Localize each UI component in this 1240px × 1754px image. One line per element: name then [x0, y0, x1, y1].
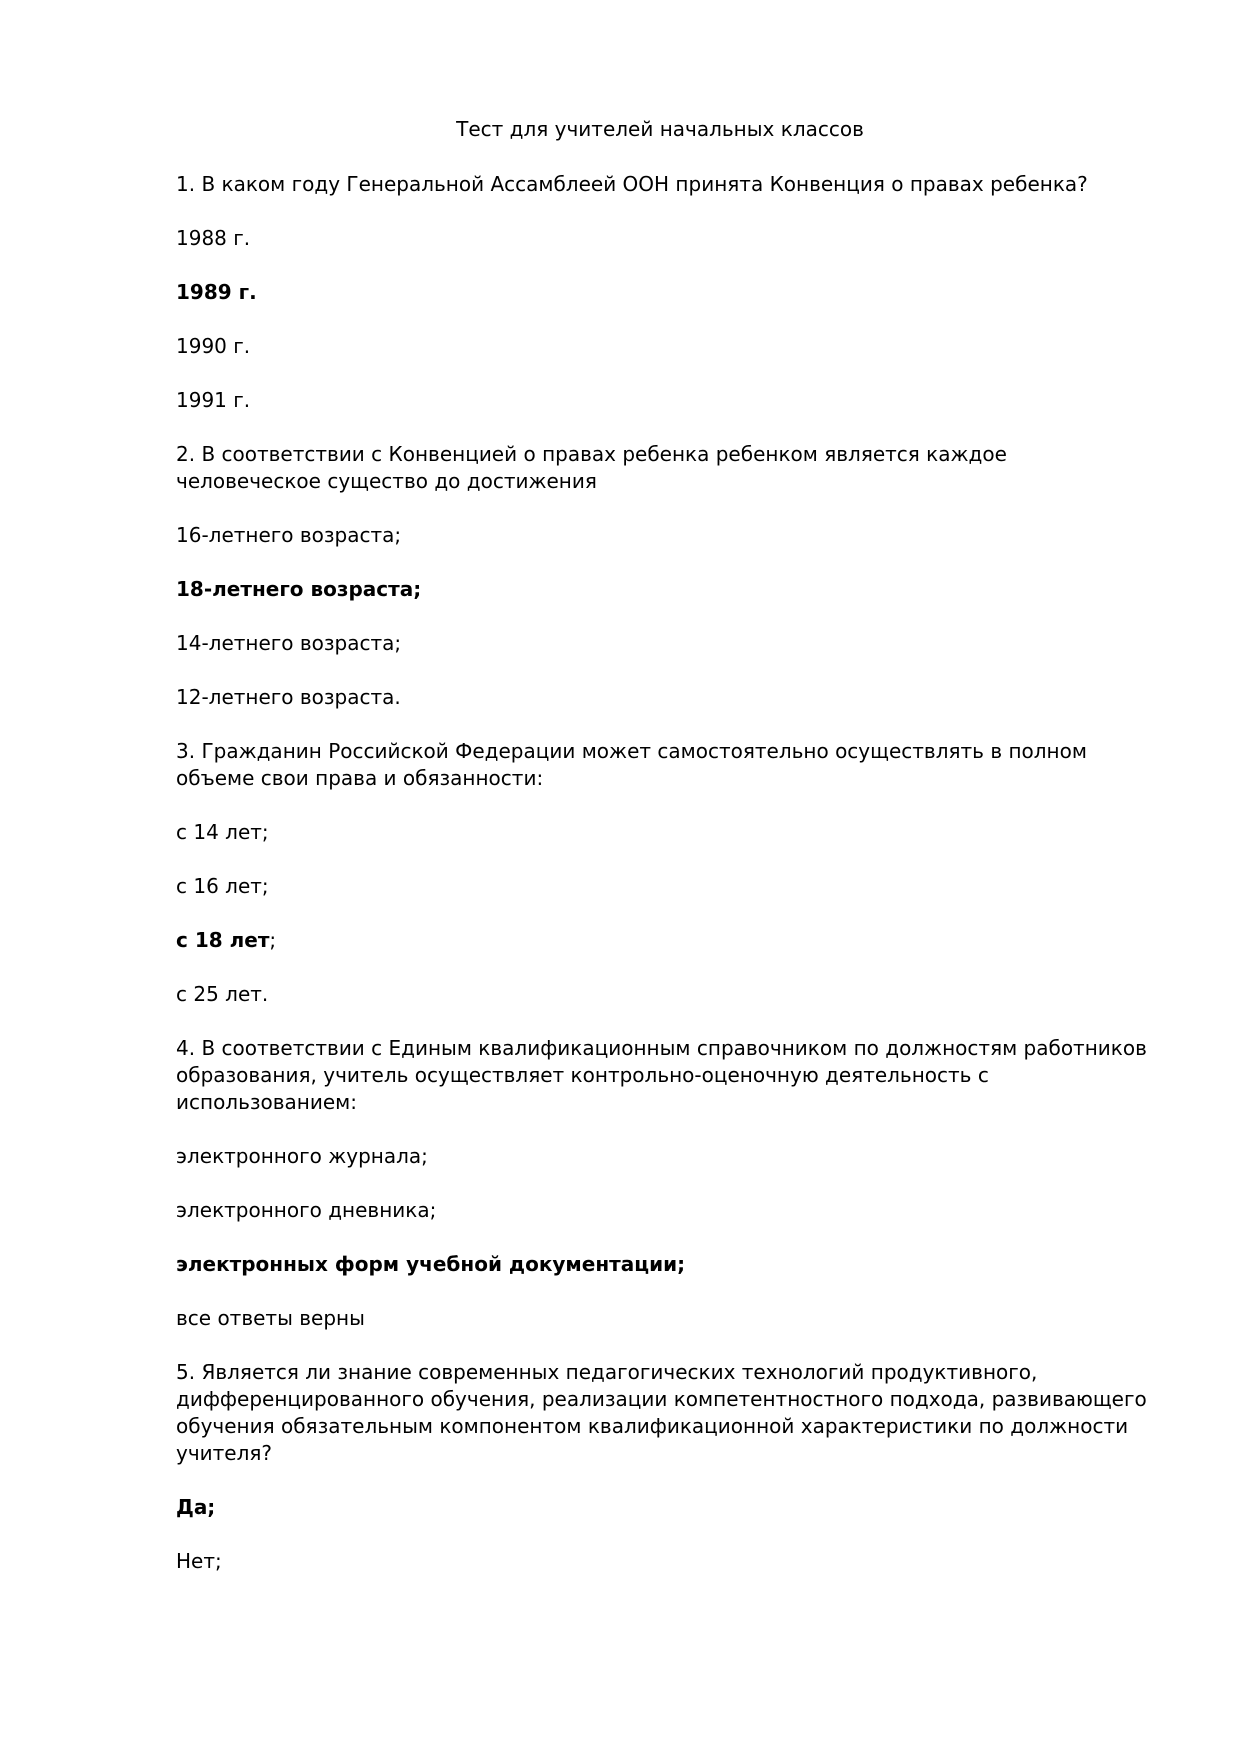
- question-text: 2. В соответствии с Конвенцией о правах ребенка ребенком является каждое человеческое существо до достижения: [176, 442, 1007, 493]
- question-text: 4. В соответствии с Единым квалификационным справочником по должностям работников образования, учитель осуществляет контрольно-оценочную деятельность с использованием:: [176, 1036, 1147, 1114]
- question-3: [176, 738, 1156, 1008]
- page-title: Тест для учителей начальных классов: [456, 117, 864, 141]
- answer-option-correct: 18-летнего возраста;: [176, 577, 422, 601]
- question-text: 1. В каком году Генеральной Ассамблеей ООН принята Конвенция о правах ребенка?: [176, 172, 1088, 196]
- question-4: [176, 1035, 1156, 1332]
- answer-option-correct: 1989 г.: [176, 280, 257, 304]
- answer-option: с 14 лет;: [176, 820, 269, 844]
- answer-option: 1988 г.: [176, 226, 251, 250]
- answer-option: с 25 лет.: [176, 982, 269, 1006]
- answer-option-correct: электронных форм учебной документации;: [176, 1252, 686, 1276]
- answer-option: электронного журнала;: [176, 1144, 428, 1168]
- question-5: [176, 1359, 1156, 1575]
- answer-option: 14-летнего возраста;: [176, 631, 402, 655]
- answer-option: с 16 лет;: [176, 874, 269, 898]
- answer-option: электронного дневника;: [176, 1198, 437, 1222]
- answer-option: 1991 г.: [176, 388, 251, 412]
- answer-option-correct: [176, 927, 1156, 954]
- answer-option: 1990 г.: [176, 334, 251, 358]
- question-text: 5. Является ли знание современных педагогических технологий продуктивного, дифференцированного обучения, реализации компетентностного подхода, развивающего обучения обязательным компонентом квалификационной характеристики по должности учителя?: [176, 1360, 1147, 1465]
- answer-option: Нет;: [176, 1549, 222, 1573]
- question-text: 3. Гражданин Российской Федерации может самостоятельно осуществлять в полном объеме свои права и обязанности:: [176, 739, 1087, 790]
- answer-option: 16-летнего возраста;: [176, 523, 402, 547]
- answer-option-correct-text: с 18 лет: [176, 928, 270, 952]
- question-1: [176, 171, 1156, 414]
- question-2: [176, 441, 1156, 711]
- answer-option: 12-летнего возраста.: [176, 685, 401, 709]
- answer-option-suffix: ;: [269, 928, 277, 952]
- answer-option-correct: Да;: [176, 1495, 216, 1519]
- answer-option: все ответы верны: [176, 1306, 365, 1330]
- test-content: [176, 171, 1156, 1602]
